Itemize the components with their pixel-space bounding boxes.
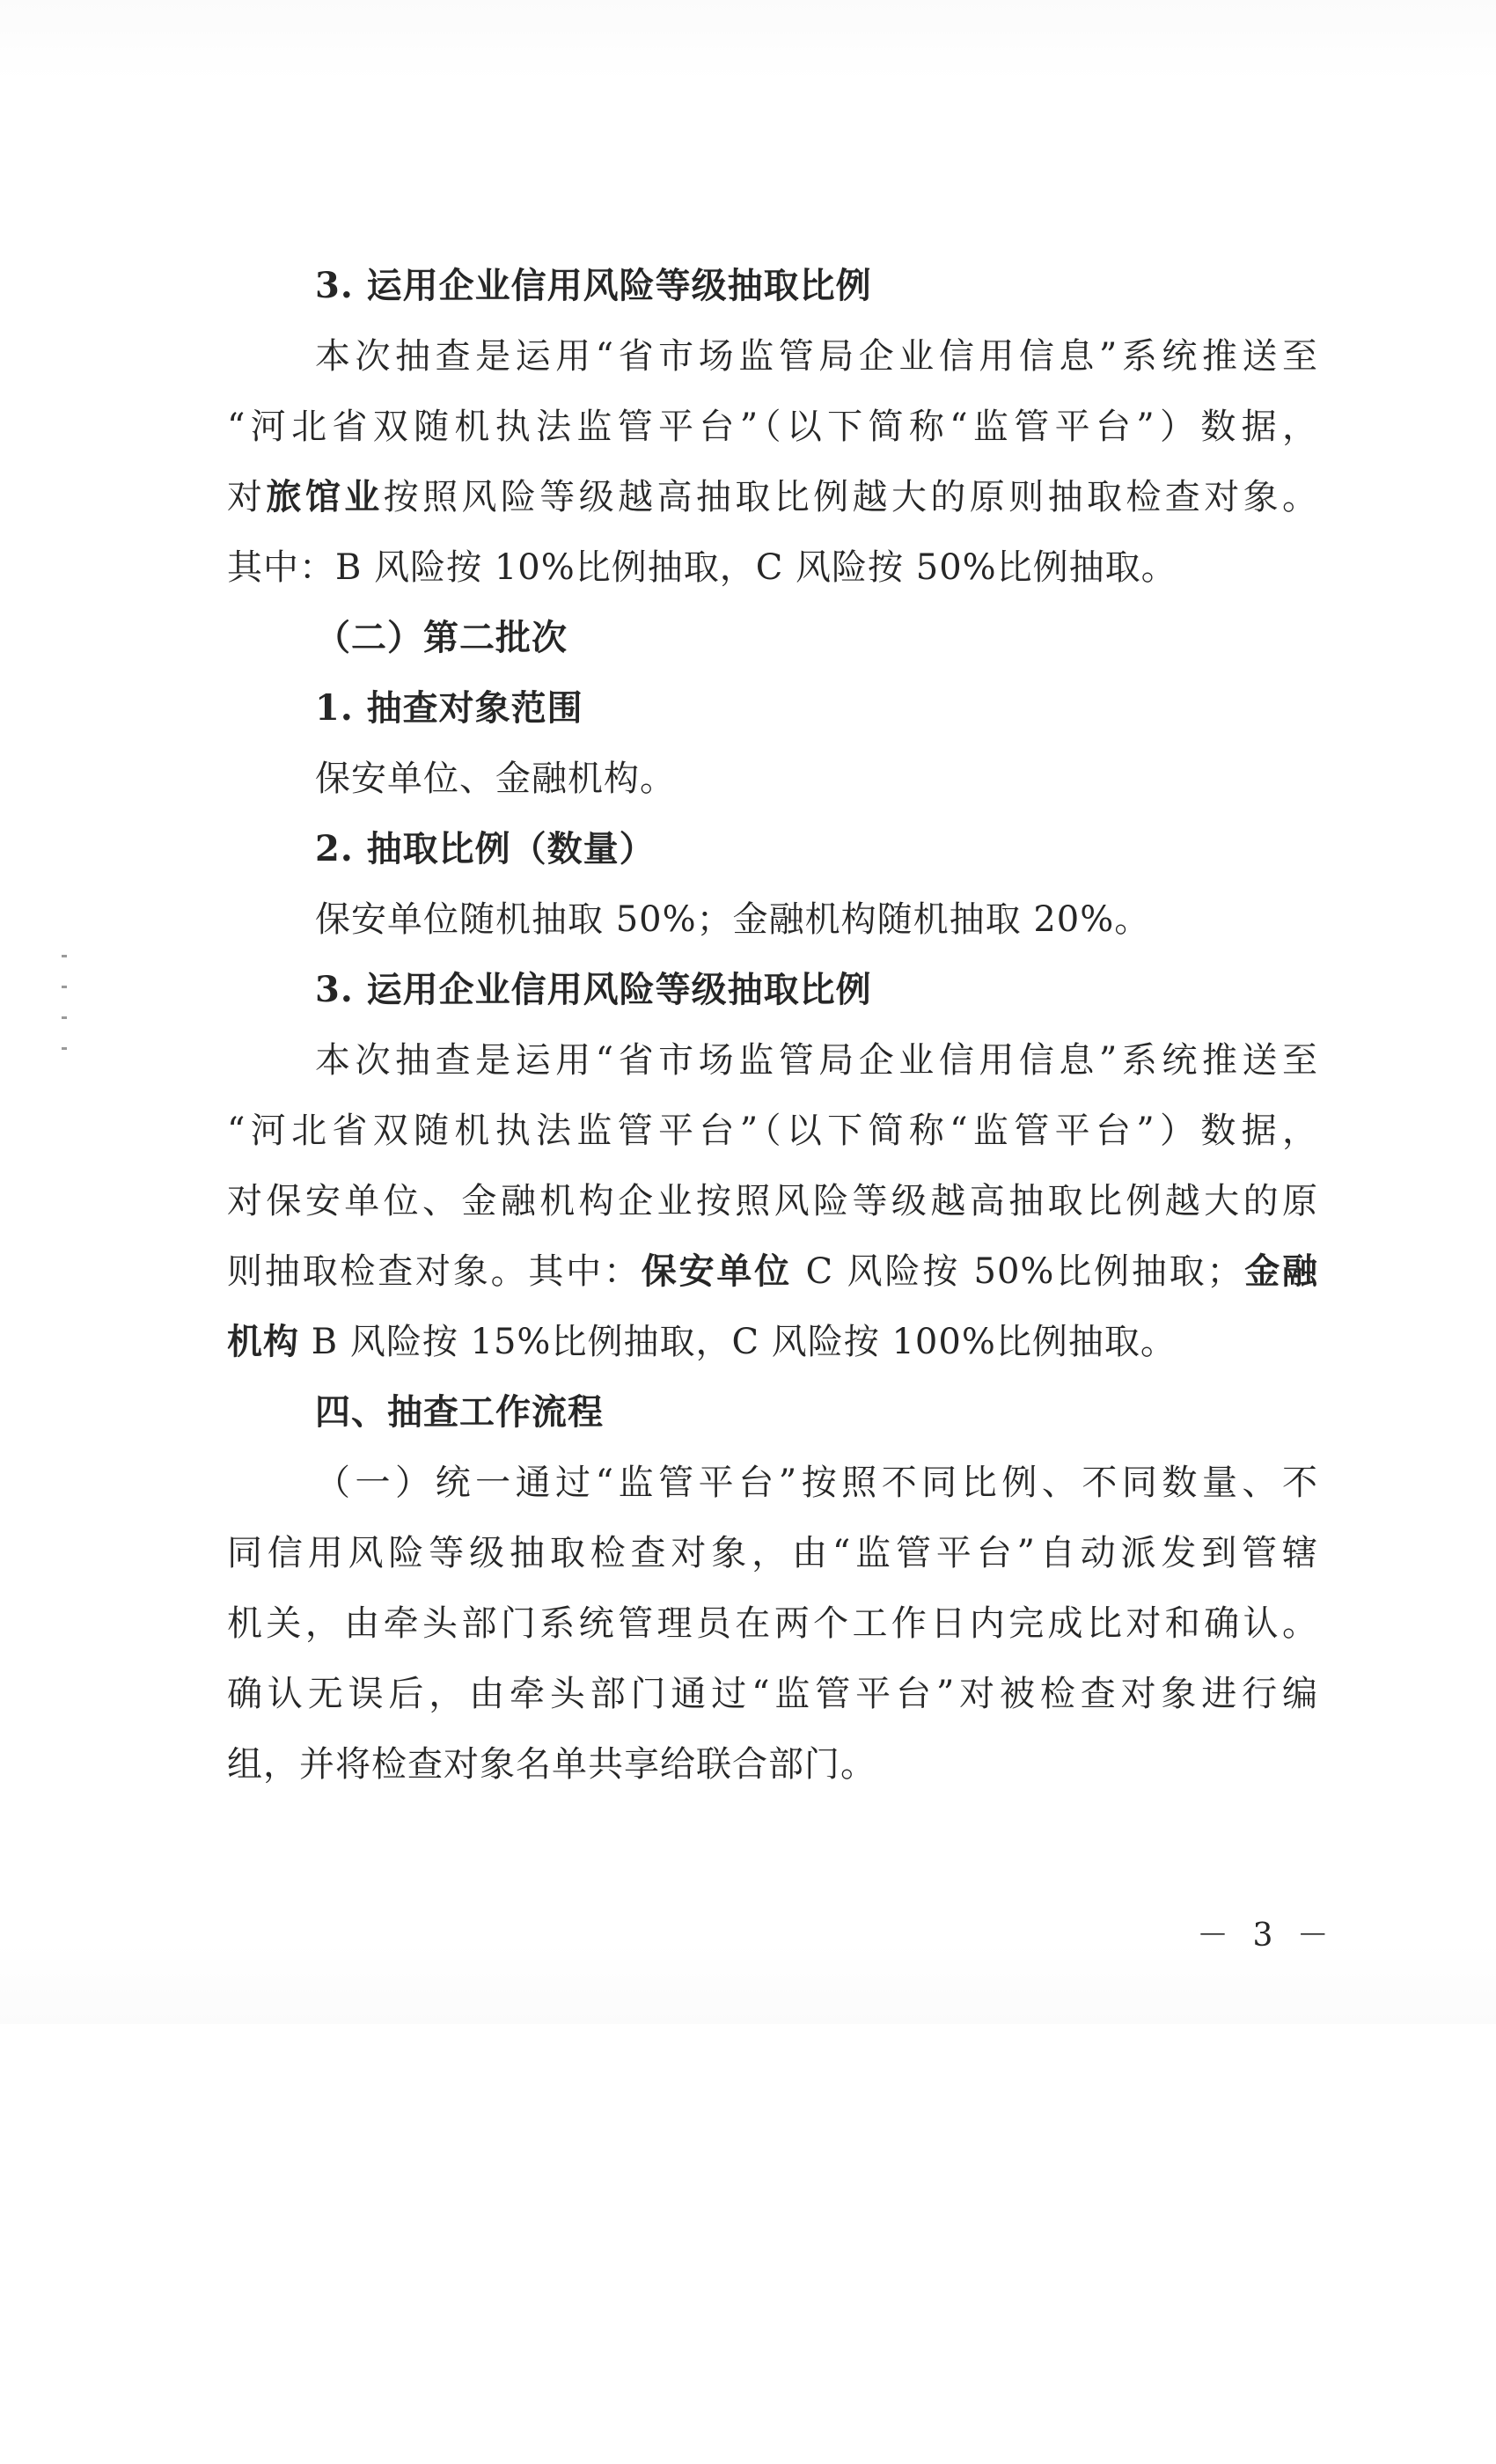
- text-segment: 按照风险等级越高抽取比例越大的原则抽取检查对象。: [383, 477, 1319, 517]
- section-heading-risk-ratio-batch1: 3. 运用企业信用风险等级抽取比例: [315, 265, 872, 306]
- ratio-heading: 2. 抽取比例（数量）: [315, 828, 656, 869]
- text-segment: 对: [227, 477, 267, 517]
- paragraph-2-line-5: [227, 1307, 1177, 1377]
- paragraph-2-line-3: 对保安单位、金融机构企业按照风险等级越高抽取比例越大的原: [227, 1181, 1318, 1221]
- binding-hole-marks: [62, 955, 69, 1078]
- paragraph-2-line-4: [227, 1236, 1318, 1307]
- text-segment: B 风险按 15%比例抽取，C 风险按 100%比例抽取。: [299, 1322, 1177, 1362]
- paragraph-2-line-1: 本次抽查是运用“省市场监管局企业信用信息”系统推送至: [315, 1040, 1318, 1081]
- bold-term-hotel-industry: 旅馆业: [266, 476, 384, 517]
- text-segment: 则抽取检查对象。其中：: [227, 1251, 642, 1292]
- ratio-text: 保安单位随机抽取 50%；金融机构随机抽取 20%。: [315, 899, 1151, 940]
- bold-term-institutions: 机构: [227, 1321, 299, 1362]
- paragraph-1-line-1: 本次抽查是运用“省市场监管局企业信用信息”系统推送至: [315, 336, 1318, 377]
- paragraph-1-line-4: 其中：B 风险按 10%比例抽取，C 风险按 50%比例抽取。: [227, 547, 1177, 588]
- scope-heading: 1. 抽查对象范围: [315, 687, 583, 729]
- paragraph-3-line-5: 组，并将检查对象名单共享给联合部门。: [227, 1744, 876, 1785]
- paragraph-3-line-2: 同信用风险等级抽取检查对象，由“监管平台”自动派发到管辖: [227, 1533, 1318, 1573]
- text-segment: C 风险按 50%比例抽取；: [791, 1251, 1243, 1292]
- paragraph-3-line-3: 机关，由牵头部门系统管理员在两个工作日内完成比对和确认。: [227, 1603, 1318, 1644]
- document-page: [227, 0, 1318, 2024]
- paragraph-1-line-3: [227, 462, 1318, 532]
- paragraph-2-line-2: “河北省双随机执法监管平台”（以下简称“监管平台”）数据，: [227, 1111, 1318, 1151]
- scope-text: 保安单位、金融机构。: [315, 759, 676, 799]
- paragraph-3-line-4: 确认无误后，由牵头部门通过“监管平台”对被检查对象进行编: [227, 1674, 1318, 1714]
- page-number: － 3 －: [1197, 1918, 1336, 1954]
- section-heading-risk-ratio-batch2: 3. 运用企业信用风险等级抽取比例: [315, 969, 872, 1010]
- section-4-heading: 四、抽查工作流程: [315, 1391, 604, 1433]
- batch-2-heading: （二）第二批次: [315, 617, 568, 658]
- paragraph-1-line-2: “河北省双随机执法监管平台”（以下简称“监管平台”）数据，: [227, 407, 1318, 447]
- bold-term-financial: 金融: [1243, 1250, 1319, 1292]
- paragraph-3-line-1: （一）统一通过“监管平台”按照不同比例、不同数量、不: [315, 1463, 1318, 1503]
- bold-term-security-units: 保安单位: [641, 1250, 792, 1292]
